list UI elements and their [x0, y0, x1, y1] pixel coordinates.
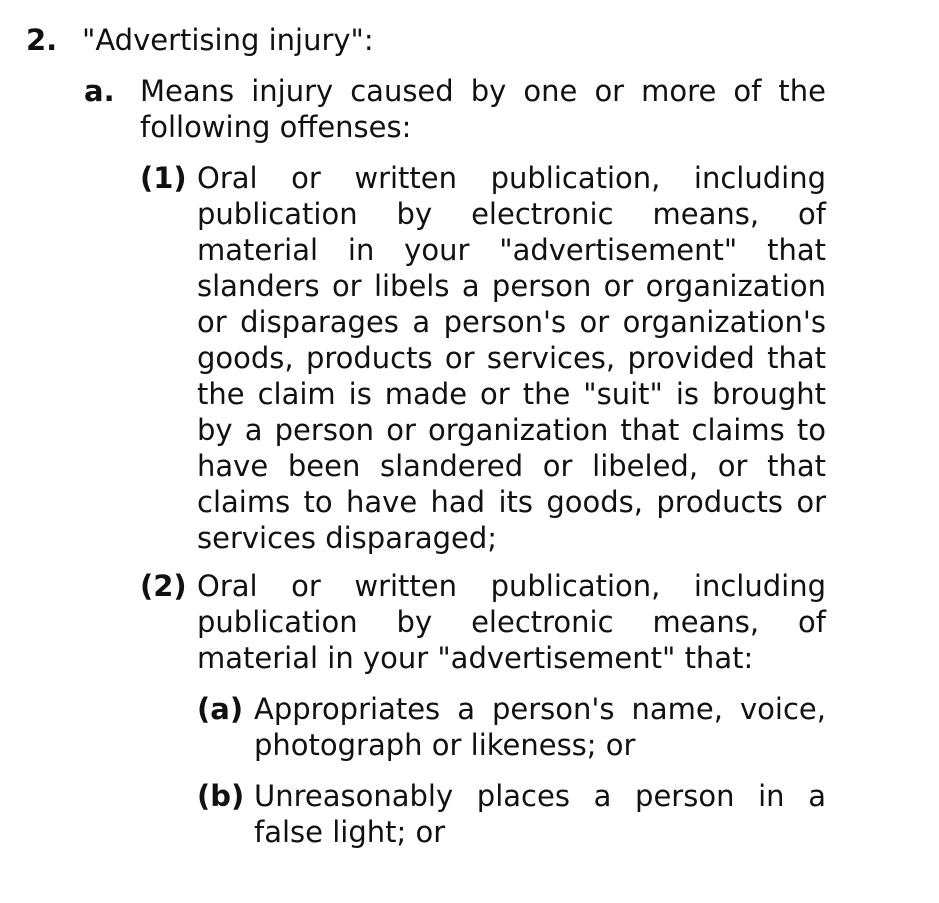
- subclause-b-label: (b): [197, 779, 245, 813]
- offense-1-label: (1): [140, 161, 187, 195]
- subclause-a-label: (a): [197, 692, 244, 726]
- offense-2-label: (2): [140, 569, 187, 603]
- offense-1-text: Oral or written publication, including publication by electronic means, of material in your "advertisement" that slanders or libels a person or organization or disparages a person's or organization's goods, products or services, provided that the claim is made or the "suit" is brought by a person or organization that claims to have been slandered or libeled, or that claims to have had its goods, products or services disparaged;: [197, 161, 826, 555]
- clause-a-text: Means injury caused by one or more of the following offenses:: [140, 74, 826, 144]
- subclause-a-text: Appropriates a person's name, voice, photograph or likeness; or: [254, 692, 826, 762]
- section-number: 2.: [26, 23, 58, 57]
- clause-a-label: a.: [84, 74, 115, 108]
- section-title: "Advertising injury":: [82, 23, 374, 57]
- offense-2-text: Oral or written publication, including publication by electronic means, of material in your "advertisement" that:: [197, 569, 826, 675]
- subclause-b-text: Unreasonably places a person in a false light; or: [254, 779, 826, 849]
